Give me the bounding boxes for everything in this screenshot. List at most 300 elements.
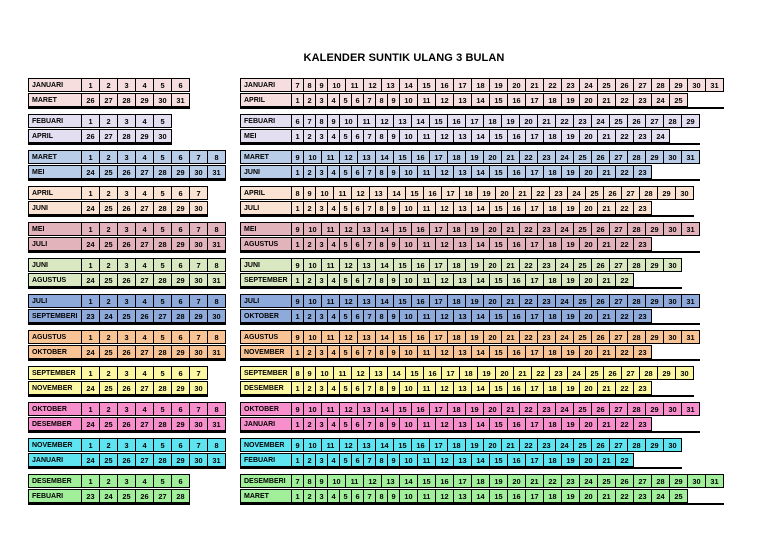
day-cell: 6 (351, 453, 364, 467)
day-cell: 10 (399, 489, 418, 503)
day-cell: 13 (453, 489, 472, 503)
day-cell: 12 (339, 258, 358, 272)
day-cell: 11 (417, 381, 436, 395)
day-cell: 9 (387, 417, 400, 431)
day-cell: 25 (585, 186, 604, 200)
day-cell: 1 (291, 345, 304, 359)
calendar-row (28, 294, 226, 308)
day-cell: 6 (351, 417, 364, 431)
day-cell: 7 (189, 366, 208, 380)
day-cell: 17 (525, 201, 544, 215)
day-cell: 21 (597, 453, 616, 467)
day-cell: 16 (507, 129, 526, 143)
day-cell: 6 (171, 438, 190, 452)
month-label: OKTOBER (28, 402, 82, 416)
day-cell: 2 (99, 186, 118, 200)
day-cell: 20 (579, 381, 598, 395)
day-cell: 9 (303, 366, 316, 380)
day-cell: 26 (135, 489, 154, 503)
day-cell: 20 (495, 186, 514, 200)
day-cell: 4 (135, 402, 154, 416)
day-cell: 22 (615, 489, 634, 503)
day-cell: 8 (375, 93, 388, 107)
day-cell: 31 (207, 417, 226, 431)
day-cell: 19 (477, 366, 496, 380)
day-cell: 21 (597, 273, 616, 287)
day-cell: 19 (561, 237, 580, 251)
day-cell: 8 (207, 330, 226, 344)
day-cell: 30 (207, 309, 226, 323)
day-cell: 15 (489, 201, 508, 215)
day-cell: 7 (363, 381, 376, 395)
day-cell: 7 (363, 237, 376, 251)
day-cell: 2 (99, 402, 118, 416)
month-label: OKTOBER (240, 309, 292, 323)
month-label: JULI (240, 294, 292, 308)
left-month-block (28, 366, 208, 397)
day-cell: 19 (465, 402, 484, 416)
right-month-block (240, 150, 700, 181)
day-cell: 17 (525, 381, 544, 395)
day-cell: 19 (561, 309, 580, 323)
day-cell: 14 (375, 402, 394, 416)
day-cell: 25 (573, 402, 592, 416)
day-cell: 13 (357, 402, 376, 416)
day-cell: 2 (99, 222, 118, 236)
day-cell: 5 (153, 78, 172, 92)
calendar-row (28, 93, 190, 107)
day-cell: 4 (327, 129, 340, 143)
day-cell: 2 (99, 150, 118, 164)
day-cell: 9 (303, 186, 316, 200)
calendar-row (28, 222, 226, 236)
day-cell: 7 (363, 309, 376, 323)
day-cell: 20 (579, 453, 598, 467)
day-cell: 6 (351, 309, 364, 323)
calendar-row (28, 237, 226, 251)
day-cell: 15 (405, 366, 424, 380)
day-cell: 27 (609, 258, 628, 272)
calendar-row (240, 453, 682, 467)
day-cell: 2 (303, 309, 316, 323)
right-month-block (240, 474, 724, 505)
day-cell: 13 (453, 345, 472, 359)
day-cell: 11 (321, 222, 340, 236)
left-month-block (28, 474, 190, 505)
day-cell: 22 (519, 330, 538, 344)
day-cell: 2 (99, 366, 118, 380)
day-cell: 10 (339, 114, 358, 128)
day-cell: 27 (609, 402, 628, 416)
day-cell: 18 (483, 114, 502, 128)
calendar-row (240, 258, 682, 272)
day-cell: 30 (663, 150, 682, 164)
day-cell: 8 (375, 345, 388, 359)
day-cell: 26 (591, 402, 610, 416)
month-label: MEI (240, 222, 292, 236)
day-cell: 16 (447, 114, 466, 128)
day-cell: 1 (81, 438, 100, 452)
day-cell: 25 (99, 165, 118, 179)
day-cell: 30 (189, 381, 208, 395)
day-cell: 11 (417, 489, 436, 503)
day-cell: 20 (579, 417, 598, 431)
day-cell: 24 (99, 309, 118, 323)
day-cell: 9 (315, 474, 328, 488)
day-cell: 8 (375, 165, 388, 179)
day-cell: 16 (507, 165, 526, 179)
day-cell: 4 (327, 201, 340, 215)
day-cell: 4 (135, 114, 154, 128)
day-cell: 11 (417, 165, 436, 179)
day-cell: 27 (99, 93, 118, 107)
day-cell: 26 (591, 222, 610, 236)
day-cell: 9 (387, 345, 400, 359)
day-cell: 5 (153, 402, 172, 416)
day-cell: 5 (339, 201, 352, 215)
day-cell: 21 (597, 129, 616, 143)
day-cell: 8 (207, 258, 226, 272)
day-cell: 1 (291, 489, 304, 503)
day-cell: 16 (507, 345, 526, 359)
day-cell: 9 (387, 93, 400, 107)
month-label: DESEMBER (28, 474, 82, 488)
day-cell: 24 (81, 381, 100, 395)
day-cell: 2 (99, 294, 118, 308)
day-cell: 3 (117, 150, 136, 164)
day-cell: 28 (153, 165, 172, 179)
day-cell: 29 (135, 129, 154, 143)
day-cell: 12 (339, 330, 358, 344)
day-cell: 7 (189, 438, 208, 452)
day-cell: 26 (591, 150, 610, 164)
day-cell: 3 (315, 237, 328, 251)
day-cell: 3 (315, 93, 328, 107)
day-cell: 31 (207, 345, 226, 359)
day-cell: 22 (615, 129, 634, 143)
day-cell: 11 (417, 453, 436, 467)
day-cell: 27 (621, 366, 640, 380)
day-cell: 2 (99, 330, 118, 344)
day-cell: 1 (291, 381, 304, 395)
day-cell: 10 (399, 165, 418, 179)
day-cell: 10 (399, 453, 418, 467)
day-cell: 22 (615, 237, 634, 251)
month-label: JUNI (28, 258, 82, 272)
day-cell: 9 (387, 453, 400, 467)
day-cell: 30 (189, 345, 208, 359)
day-cell: 16 (507, 417, 526, 431)
day-cell: 17 (525, 417, 544, 431)
day-cell: 17 (525, 345, 544, 359)
day-cell: 18 (459, 366, 478, 380)
day-cell: 28 (153, 417, 172, 431)
day-cell: 17 (525, 489, 544, 503)
day-cell: 15 (393, 294, 412, 308)
day-cell: 14 (471, 381, 490, 395)
day-cell: 15 (417, 78, 436, 92)
day-cell: 8 (207, 438, 226, 452)
calendar-row (240, 165, 700, 179)
day-cell: 19 (501, 114, 520, 128)
day-cell: 9 (315, 78, 328, 92)
day-cell: 13 (453, 417, 472, 431)
day-cell: 13 (357, 222, 376, 236)
day-cell: 3 (117, 78, 136, 92)
day-cell: 23 (633, 129, 652, 143)
day-cell: 29 (645, 330, 664, 344)
day-cell: 15 (489, 93, 508, 107)
day-cell: 17 (429, 438, 448, 452)
day-cell: 11 (321, 150, 340, 164)
day-cell: 4 (135, 330, 154, 344)
day-cell: 1 (81, 294, 100, 308)
day-cell: 20 (507, 474, 526, 488)
day-cell: 29 (171, 273, 190, 287)
day-cell: 20 (579, 345, 598, 359)
day-cell: 4 (327, 93, 340, 107)
day-cell: 27 (135, 237, 154, 251)
day-cell: 7 (189, 186, 208, 200)
day-cell: 25 (117, 489, 136, 503)
day-cell: 10 (327, 474, 346, 488)
day-cell: 6 (351, 345, 364, 359)
day-cell: 17 (453, 474, 472, 488)
day-cell: 30 (687, 78, 706, 92)
day-cell: 12 (375, 114, 394, 128)
day-cell: 8 (375, 453, 388, 467)
day-cell: 5 (339, 129, 352, 143)
day-cell: 2 (303, 417, 316, 431)
day-cell: 8 (303, 78, 316, 92)
month-label: MEI (28, 222, 82, 236)
day-cell: 2 (303, 453, 316, 467)
day-cell: 2 (303, 381, 316, 395)
day-cell: 14 (471, 309, 490, 323)
day-cell: 28 (651, 78, 670, 92)
right-month-block (240, 330, 700, 361)
day-cell: 7 (189, 258, 208, 272)
day-cell: 6 (171, 222, 190, 236)
day-cell: 26 (117, 381, 136, 395)
day-cell: 4 (327, 453, 340, 467)
day-cell: 28 (627, 438, 646, 452)
calendar-row (240, 402, 700, 416)
day-cell: 26 (117, 165, 136, 179)
day-cell: 10 (399, 309, 418, 323)
day-cell: 18 (447, 258, 466, 272)
day-cell: 23 (573, 114, 592, 128)
day-cell: 22 (519, 258, 538, 272)
day-cell: 20 (483, 402, 502, 416)
day-cell: 14 (471, 417, 490, 431)
day-cell: 23 (537, 330, 556, 344)
day-cell: 13 (357, 258, 376, 272)
day-cell: 19 (465, 294, 484, 308)
day-cell: 27 (609, 222, 628, 236)
day-cell: 6 (351, 129, 364, 143)
day-cell: 2 (303, 345, 316, 359)
day-cell: 23 (537, 222, 556, 236)
day-cell: 16 (423, 366, 442, 380)
day-cell: 10 (303, 330, 322, 344)
day-cell: 6 (351, 93, 364, 107)
day-cell: 2 (303, 273, 316, 287)
day-cell: 3 (315, 489, 328, 503)
day-cell: 19 (561, 273, 580, 287)
day-cell: 25 (597, 474, 616, 488)
day-cell: 21 (597, 201, 616, 215)
day-cell: 5 (153, 114, 172, 128)
day-cell: 9 (387, 237, 400, 251)
day-cell: 2 (303, 93, 316, 107)
day-cell: 27 (135, 201, 154, 215)
day-cell: 16 (507, 309, 526, 323)
calendar-row (240, 129, 700, 143)
day-cell: 2 (99, 114, 118, 128)
day-cell: 13 (453, 453, 472, 467)
day-cell: 25 (597, 78, 616, 92)
month-label: DESEMBER (240, 381, 292, 395)
day-cell: 24 (555, 402, 574, 416)
day-cell: 28 (627, 258, 646, 272)
calendar-row (28, 129, 172, 143)
day-cell: 7 (363, 201, 376, 215)
day-cell: 29 (171, 381, 190, 395)
month-label: AGUSTUS (240, 237, 292, 251)
day-cell: 17 (441, 366, 460, 380)
day-cell: 19 (465, 330, 484, 344)
day-cell: 27 (645, 114, 664, 128)
day-cell: 16 (423, 186, 442, 200)
day-cell: 6 (351, 165, 364, 179)
day-cell: 28 (117, 93, 136, 107)
calendar-row (240, 489, 724, 503)
day-cell: 1 (291, 417, 304, 431)
day-cell: 14 (471, 129, 490, 143)
left-month-block (28, 330, 226, 361)
day-cell: 4 (135, 366, 154, 380)
day-cell: 17 (429, 402, 448, 416)
day-cell: 23 (633, 489, 652, 503)
day-cell: 31 (681, 330, 700, 344)
day-cell: 24 (555, 222, 574, 236)
day-cell: 15 (489, 309, 508, 323)
day-cell: 15 (393, 150, 412, 164)
day-cell: 15 (489, 381, 508, 395)
day-cell: 20 (579, 237, 598, 251)
day-cell: 13 (393, 114, 412, 128)
day-cell: 3 (117, 330, 136, 344)
day-cell: 29 (171, 201, 190, 215)
day-cell: 22 (519, 438, 538, 452)
month-label: APRIL (28, 129, 82, 143)
day-cell: 21 (597, 93, 616, 107)
day-cell: 30 (153, 129, 172, 143)
month-label: JANUARI (28, 453, 82, 467)
day-cell: 6 (171, 78, 190, 92)
day-cell: 17 (525, 165, 544, 179)
day-cell: 24 (81, 345, 100, 359)
day-cell: 27 (153, 489, 172, 503)
day-cell: 29 (171, 237, 190, 251)
day-cell: 27 (609, 330, 628, 344)
day-cell: 19 (561, 453, 580, 467)
month-label: FEBUARI (28, 489, 82, 503)
left-month-block (28, 258, 226, 289)
day-cell: 14 (387, 366, 406, 380)
day-cell: 8 (375, 201, 388, 215)
day-cell: 12 (339, 402, 358, 416)
day-cell: 31 (681, 294, 700, 308)
calendar-row (28, 114, 172, 128)
day-cell: 22 (615, 201, 634, 215)
day-cell: 17 (525, 453, 544, 467)
day-cell: 12 (435, 201, 454, 215)
day-cell: 5 (153, 294, 172, 308)
day-cell: 27 (609, 150, 628, 164)
day-cell: 25 (99, 273, 118, 287)
day-cell: 3 (117, 366, 136, 380)
day-cell: 31 (207, 273, 226, 287)
day-cell: 11 (321, 330, 340, 344)
day-cell: 29 (135, 93, 154, 107)
day-cell: 28 (627, 330, 646, 344)
day-cell: 12 (435, 489, 454, 503)
day-cell: 29 (681, 114, 700, 128)
calendar-row (28, 186, 208, 200)
day-cell: 26 (117, 273, 136, 287)
month-label: MEI (28, 165, 82, 179)
day-cell: 7 (189, 150, 208, 164)
day-cell: 24 (579, 474, 598, 488)
day-cell: 1 (291, 273, 304, 287)
day-cell: 20 (579, 165, 598, 179)
day-cell: 16 (507, 273, 526, 287)
day-cell: 5 (153, 438, 172, 452)
day-cell: 31 (681, 150, 700, 164)
day-cell: 9 (387, 201, 400, 215)
month-label: FEBUARI (240, 114, 292, 128)
day-cell: 16 (507, 237, 526, 251)
day-cell: 1 (291, 93, 304, 107)
day-cell: 16 (435, 474, 454, 488)
day-cell: 30 (663, 330, 682, 344)
day-cell: 25 (609, 114, 628, 128)
calendar-row (28, 165, 226, 179)
calendar-row (28, 273, 226, 287)
day-cell: 3 (315, 381, 328, 395)
day-cell: 13 (369, 186, 388, 200)
month-label: JANUARI (240, 417, 292, 431)
day-cell: 23 (561, 474, 580, 488)
day-cell: 22 (615, 453, 634, 467)
calendar-row (28, 78, 190, 92)
month-label: AGUSTUS (240, 330, 292, 344)
left-month-block (28, 438, 226, 469)
day-cell: 20 (483, 222, 502, 236)
day-cell: 11 (345, 78, 364, 92)
right-month-block (240, 366, 694, 397)
day-cell: 22 (519, 294, 538, 308)
day-cell: 2 (303, 129, 316, 143)
day-cell: 15 (393, 438, 412, 452)
day-cell: 26 (591, 258, 610, 272)
day-cell: 19 (561, 489, 580, 503)
calendar-row (28, 309, 226, 323)
day-cell: 30 (189, 201, 208, 215)
day-cell: 24 (579, 78, 598, 92)
